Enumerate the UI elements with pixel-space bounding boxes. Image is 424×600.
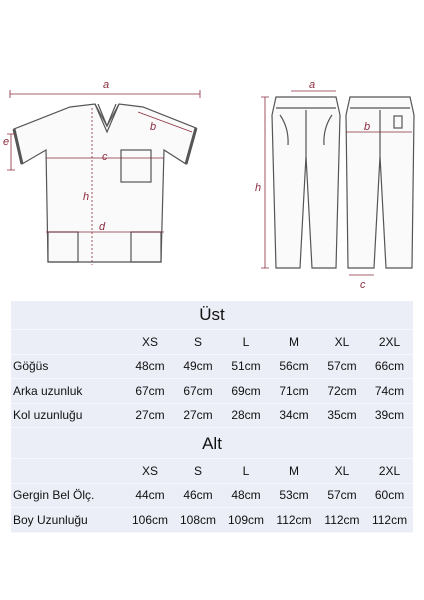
table-cell: 112cm xyxy=(270,508,318,533)
shirt-label-d: d xyxy=(99,221,106,233)
pants-label-h: h xyxy=(255,182,262,194)
header-blank xyxy=(11,459,126,484)
table-cell: 106cm xyxy=(126,508,174,533)
table-cell: 56cm xyxy=(270,354,318,379)
table-cell: 44cm xyxy=(126,483,174,508)
shirt-label-h: h xyxy=(83,191,90,203)
size-header: XL xyxy=(318,330,366,355)
table-cell: 48cm xyxy=(222,483,270,508)
pants-label-a: a xyxy=(309,79,316,91)
table-row xyxy=(11,403,413,428)
table-cell: 60cm xyxy=(366,483,413,508)
table-cell: 72cm xyxy=(318,379,366,404)
size-header: L xyxy=(222,459,270,484)
size-header: M xyxy=(270,459,318,484)
top-table-header-row xyxy=(11,330,413,355)
size-header: L xyxy=(222,330,270,355)
pants-front-diagram xyxy=(272,97,340,268)
table-cell: 67cm xyxy=(126,379,174,404)
size-header: XS xyxy=(126,330,174,355)
table-cell: 112cm xyxy=(318,508,366,533)
table-cell: 27cm xyxy=(126,403,174,428)
table-cell: 48cm xyxy=(126,354,174,379)
top-size-table xyxy=(11,301,413,447)
shirt-label-e: e xyxy=(3,136,10,148)
pants-label-c: c xyxy=(360,279,366,290)
pants-back-diagram xyxy=(346,97,414,268)
size-header: 2XL xyxy=(366,459,413,484)
table-cell: 39cm xyxy=(366,403,413,428)
row-label: Göğüs xyxy=(11,354,126,379)
top-table-title-row xyxy=(11,301,413,330)
shirt-diagram xyxy=(14,104,196,262)
size-header: S xyxy=(174,459,222,484)
table-cell: 57cm xyxy=(318,354,366,379)
top-table-title: Üst xyxy=(11,301,413,330)
table-cell: 46cm xyxy=(174,483,222,508)
table-cell: 34cm xyxy=(270,403,318,428)
table-cell: 109cm xyxy=(222,508,270,533)
table-row xyxy=(11,354,413,379)
size-header: XS xyxy=(126,459,174,484)
shirt-label-a: a xyxy=(103,79,110,91)
header-blank xyxy=(11,330,126,355)
row-label: Kol uzunluğu xyxy=(11,403,126,428)
table-cell: 27cm xyxy=(174,403,222,428)
bottom-table-title: Alt xyxy=(11,430,413,459)
shirt-label-c: c xyxy=(102,151,108,163)
table-row xyxy=(11,508,413,533)
table-cell: 66cm xyxy=(366,354,413,379)
table-cell: 51cm xyxy=(222,354,270,379)
table-cell: 112cm xyxy=(366,508,413,533)
size-header: XL xyxy=(318,459,366,484)
table-cell: 57cm xyxy=(318,483,366,508)
table-cell: 28cm xyxy=(222,403,270,428)
row-label: Boy Uzunluğu xyxy=(11,508,126,533)
table-cell: 49cm xyxy=(174,354,222,379)
bottom-table-header-row xyxy=(11,459,413,484)
table-cell: 35cm xyxy=(318,403,366,428)
row-label: Gergin Bel Ölç. xyxy=(11,483,126,508)
table-cell: 108cm xyxy=(174,508,222,533)
table-cell: 74cm xyxy=(366,379,413,404)
table-cell: 67cm xyxy=(174,379,222,404)
table-cell: 69cm xyxy=(222,379,270,404)
row-label: Arka uzunluk xyxy=(11,379,126,404)
table-cell: 53cm xyxy=(270,483,318,508)
size-header: 2XL xyxy=(366,330,413,355)
size-header: S xyxy=(174,330,222,355)
bottom-table-title-row xyxy=(11,430,413,459)
size-header: M xyxy=(270,330,318,355)
shirt-label-b: b xyxy=(150,121,157,133)
pants-label-b: b xyxy=(364,121,371,133)
table-row xyxy=(11,483,413,508)
bottom-size-table xyxy=(11,430,413,533)
table-row xyxy=(11,379,413,404)
table-cell: 71cm xyxy=(270,379,318,404)
garment-measurement-diagram xyxy=(0,0,424,290)
